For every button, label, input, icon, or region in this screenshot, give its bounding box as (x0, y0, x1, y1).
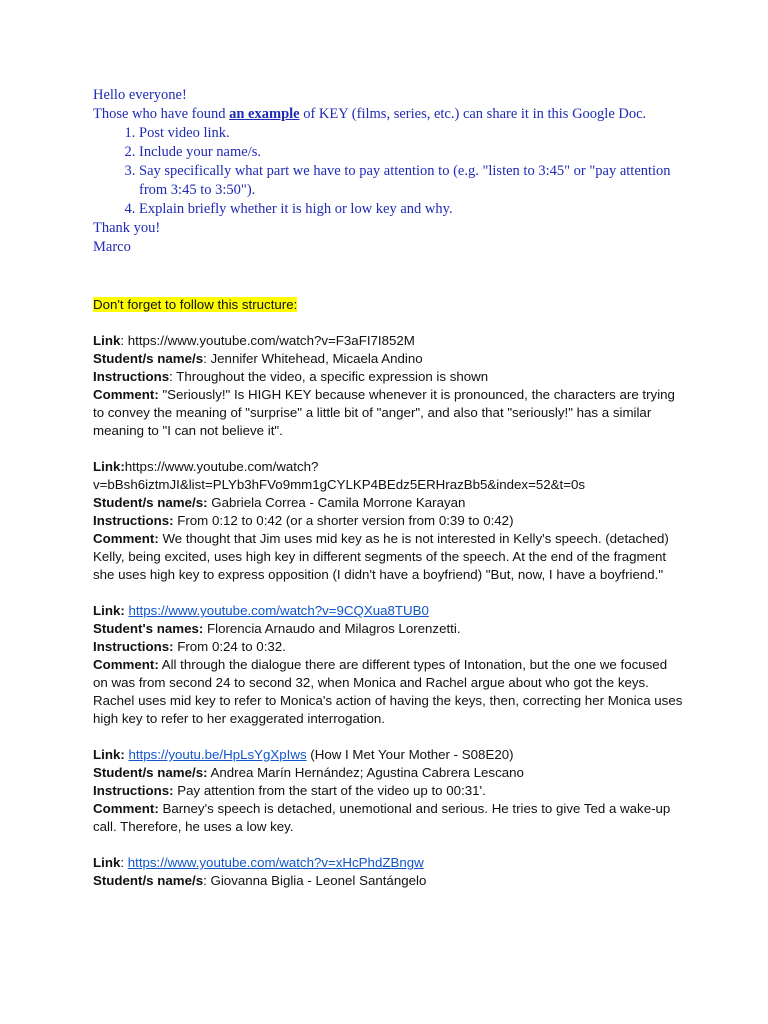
entry-instructions-line (93, 512, 683, 530)
entry-instructions-line (93, 368, 683, 386)
intro-line (93, 105, 673, 124)
student-names: Giovanna Biglia - Leonel Santángelo (210, 873, 427, 888)
instructions-text: Throughout the video, a specific expression is shown (176, 369, 489, 384)
instructions-label: Instructions: (93, 639, 174, 654)
entry-comment-extra: Rachel uses mid key to refer to Monica's action of having the keys, then, correcting her Monica uses high key to refer to her exaggerated interrogation. (93, 693, 683, 726)
names-sep: : (203, 351, 211, 366)
entry-comment-line (93, 656, 683, 692)
intro-line-pre: Those who have found (93, 106, 230, 122)
link-label: Link: (93, 747, 125, 762)
entry-1 (93, 332, 683, 440)
comment-text: "Seriously!" Is HIGH KEY because whenever it is pronounced, the characters are trying to convey the meaning of "surprise" a little bit of "anger", and also that "seriously!" has a similar meaning to "I can not believe it". (93, 387, 675, 438)
comment-label: Comment: (93, 387, 159, 402)
link-note: (How I Met Your Mother - S08E20) (306, 747, 514, 762)
entry-comment-line (93, 800, 683, 836)
entry-names-line (93, 872, 683, 890)
entry-3 (93, 602, 683, 728)
entry-link[interactable]: https://www.youtube.com/watch?v=bBsh6iztmJI&list=PLYb3hFVo9mm1gCYLKP4BEdz5ERHrazBb5&index=52&t=0s (93, 459, 586, 492)
entry-instructions-line (93, 638, 683, 656)
entry-link[interactable]: https://www.youtube.com/watch?v=F3aFI7I852M (127, 333, 415, 348)
entry-5 (93, 854, 683, 890)
entry-link[interactable]: https://www.youtube.com/watch?v=xHcPhdZBngw (127, 855, 424, 870)
entry-4 (93, 746, 683, 836)
link-label: Link (93, 333, 121, 348)
step-item: 1. Post video link. (139, 124, 673, 143)
entry-link[interactable]: https://www.youtube.com/watch?v=9CQXua8TUB0 (128, 603, 429, 618)
entry-link-line (93, 458, 683, 494)
student-names: Andrea Marín Hernández; Agustina Cabrera Lescano (207, 765, 524, 780)
entry-link-line (93, 854, 683, 872)
entry-names-line (93, 350, 683, 368)
entry-link-line (93, 332, 683, 350)
comment-text: We thought that Jim uses mid key as he is not interested in Kelly's speech. (detached) (158, 531, 669, 546)
greeting: Hello everyone! (93, 87, 187, 103)
entry-comment-line (93, 530, 683, 548)
names-label: Student/s name/s (93, 873, 204, 888)
entry-link[interactable]: https://youtu.be/HpLsYgXpIws (128, 747, 307, 762)
entry-comment-line (93, 386, 683, 440)
comment-label: Comment: (93, 657, 159, 672)
thanks-line: Thank you! (93, 220, 161, 236)
instructions-label: Instructions: (93, 513, 174, 528)
link-sep: : (120, 855, 128, 870)
step-item: 2. Include your name/s. (139, 143, 673, 162)
link-label: Link (93, 855, 121, 870)
signature: Marco (93, 239, 131, 255)
names-label: Student/s name/s (93, 351, 204, 366)
steps-list (93, 124, 673, 219)
names-label: Student's names: (93, 621, 204, 636)
link-label: Link: (93, 603, 125, 618)
comment-text: Barney's speech is detached, unemotional and serious. He tries to give Ted a wake-up call. Therefore, he uses a low key. (93, 801, 671, 834)
entry-instructions-line (93, 782, 683, 800)
comment-text: All through the dialogue there are different types of Intonation, but the one we focused on was from second 24 to second 32, when Monica and Rachel argue about who got the keys. (93, 657, 668, 690)
entry-link-line (93, 602, 683, 620)
student-names: Jennifer Whitehead, Micaela Andino (210, 351, 423, 366)
student-names: Gabriela Correa - Camila Morrone Karayan (207, 495, 466, 510)
student-names: Florencia Arnaudo and Milagros Lorenzetti. (203, 621, 461, 636)
example-link[interactable]: an example (229, 106, 300, 122)
link-sep: : (120, 333, 128, 348)
names-sep: : (203, 873, 211, 888)
instructions-label: Instructions (93, 369, 170, 384)
intro-line-post: of KEY (films, series, etc.) can share it in this Google Doc. (299, 106, 647, 122)
instructions-text: From 0:12 to 0:42 (or a shorter version from 0:39 to 0:42) (173, 513, 514, 528)
instructions-text: From 0:24 to 0:32. (173, 639, 286, 654)
notice-line (93, 296, 683, 314)
notice-highlight: Don't forget to follow this structure: (93, 297, 298, 312)
step-item: 3. Say specifically what part we have to pay attention to (e.g. "listen to 3:45" or "pay attention from 3:45 to 3:50"). (139, 162, 673, 200)
entry-2 (93, 458, 683, 584)
entry-names-line (93, 764, 683, 782)
step-item: 4. Explain briefly whether it is high or low key and why. (139, 200, 673, 219)
entry-link-line (93, 746, 683, 764)
comment-label: Comment: (93, 531, 159, 546)
entry-names-line (93, 494, 683, 512)
entries-section (93, 296, 683, 890)
names-label: Student/s name/s: (93, 765, 208, 780)
instructions-label: Instructions: (93, 783, 174, 798)
instructions-sep: : (169, 369, 177, 384)
intro-section (93, 86, 673, 257)
comment-label: Comment: (93, 801, 159, 816)
entry-names-line (93, 620, 683, 638)
instructions-text: Pay attention from the start of the video up to 00:31'. (173, 783, 486, 798)
entry-comment-extra: Kelly, being excited, uses high key in different segments of the speech. At the end of the fragment she uses high key to express opposition (I didn't have a boyfriend) "But, now, I have a boyfriend." (93, 549, 667, 582)
link-label: Link: (93, 459, 125, 474)
names-label: Student/s name/s: (93, 495, 208, 510)
